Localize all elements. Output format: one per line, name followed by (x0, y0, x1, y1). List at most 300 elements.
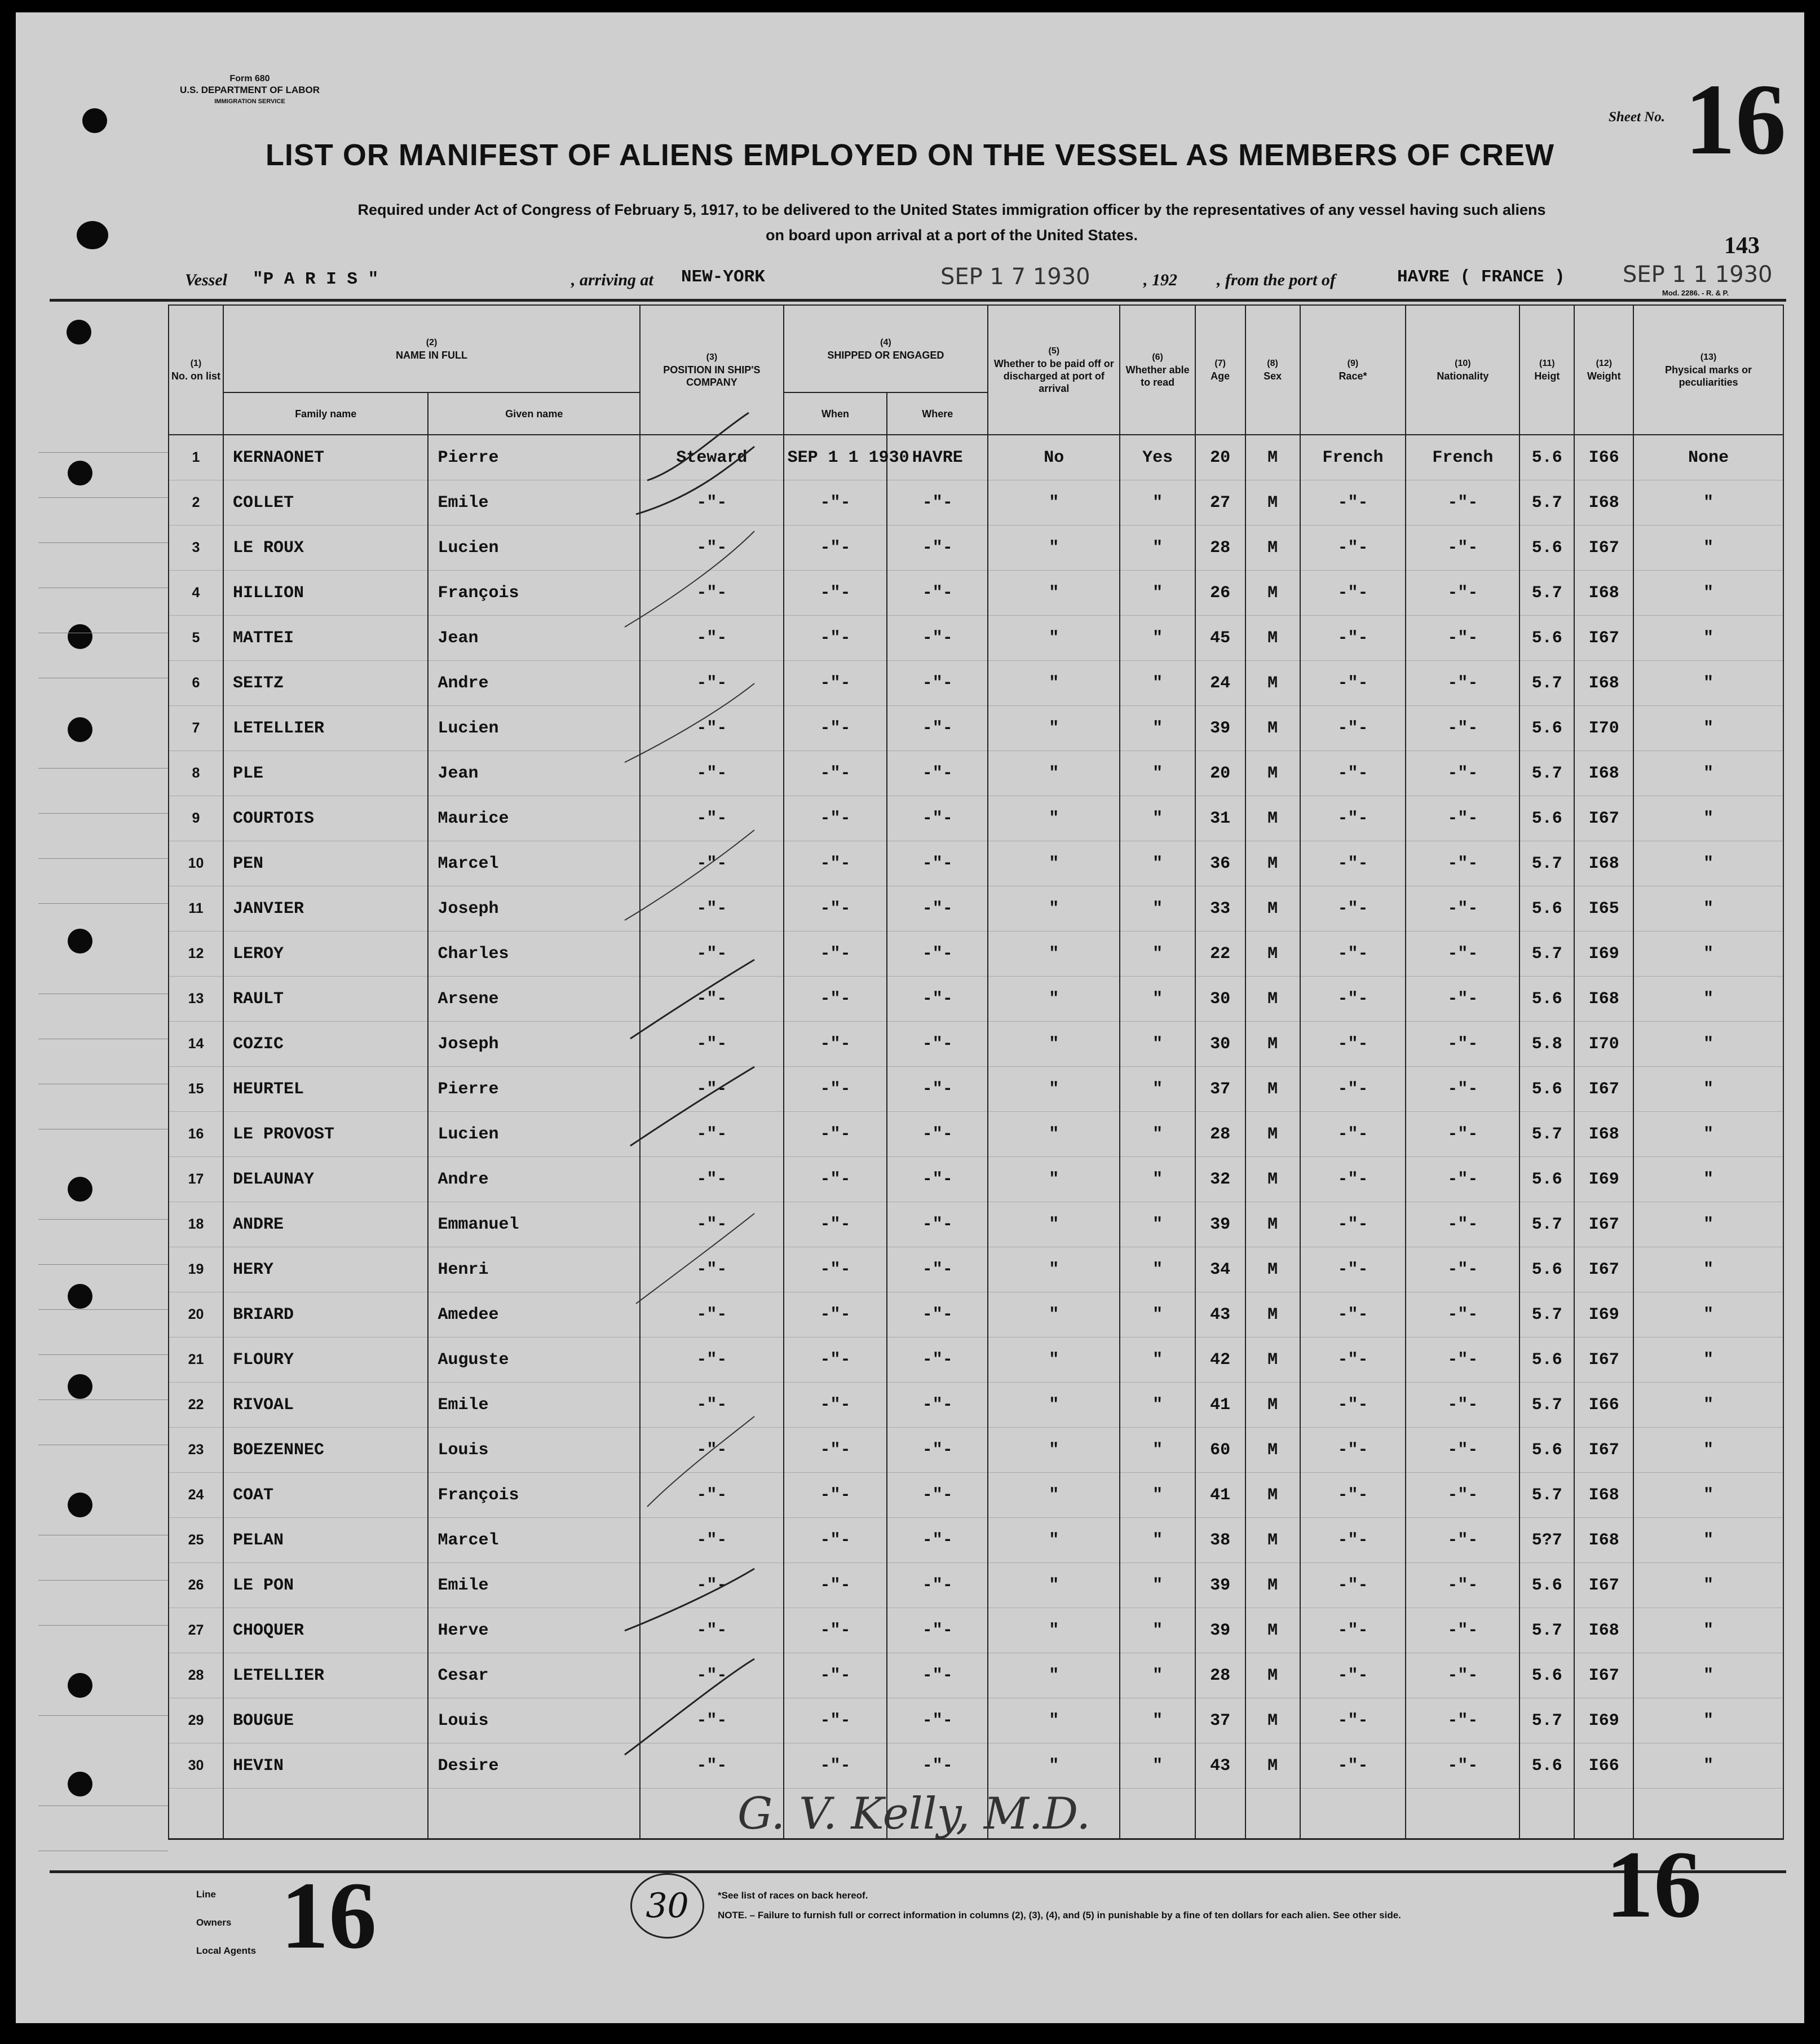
race-cell: -"- (1300, 571, 1406, 616)
height-cell: 5.7 (1519, 1608, 1574, 1653)
mod-note: Mod. 2286. - R. & P. (1662, 289, 1729, 297)
height-cell: 5.6 (1519, 1067, 1574, 1112)
sheet-number-footer-left: 16 (281, 1862, 377, 1968)
weight-cell: I67 (1574, 1653, 1633, 1698)
given-name-cell: Emmanuel (428, 1202, 640, 1247)
physical-marks-cell: " (1633, 1157, 1783, 1202)
position-cell: -"- (640, 1383, 783, 1428)
blank-cell (1245, 1789, 1300, 1839)
header-position: (3) POSITION IN SHIP'S COMPANY (640, 305, 783, 435)
header-family-name: Family name (223, 392, 429, 435)
position-cell: -"- (640, 1608, 783, 1653)
position-cell: -"- (640, 841, 783, 886)
family-name-cell: PELAN (223, 1518, 429, 1563)
penalty-note: NOTE. – Failure to furnish full or correct information in columns (2), (3), (4), and (5) in punishable by a fine of ten dollars for each alien. See other side. (718, 1910, 1401, 1921)
age-cell: 30 (1195, 1022, 1245, 1067)
shipped-when-cell: -"- (784, 1022, 887, 1067)
header-paid-off: (5) Whether to be paid off or discharged at port of arrival (988, 305, 1120, 435)
height-cell: 5.6 (1519, 435, 1574, 480)
race-cell: -"- (1300, 1473, 1406, 1518)
position-cell: -"- (640, 932, 783, 977)
physical-marks-cell: " (1633, 977, 1783, 1022)
header-age: (7) Age (1195, 305, 1245, 435)
able-to-read-cell: " (1120, 1247, 1195, 1292)
weight-cell: I67 (1574, 526, 1633, 571)
age-cell: 39 (1195, 1563, 1245, 1608)
nationality-cell: -"- (1406, 526, 1519, 571)
race-cell: -"- (1300, 706, 1406, 751)
age-cell: 37 (1195, 1698, 1245, 1743)
race-cell: -"- (1300, 1292, 1406, 1337)
weight-cell: I65 (1574, 886, 1633, 932)
age-cell: 36 (1195, 841, 1245, 886)
age-cell: 33 (1195, 886, 1245, 932)
able-to-read-cell: " (1120, 571, 1195, 616)
position-cell: -"- (640, 1337, 783, 1383)
paid-off-cell: " (988, 1518, 1120, 1563)
table-row (169, 616, 1783, 661)
paid-off-cell: " (988, 480, 1120, 526)
age-cell: 39 (1195, 1608, 1245, 1653)
weight-cell: I66 (1574, 1743, 1633, 1789)
sex-cell: M (1245, 977, 1300, 1022)
able-to-read-cell: " (1120, 1698, 1195, 1743)
position-cell: -"- (640, 1743, 783, 1789)
nationality-cell: -"- (1406, 1292, 1519, 1337)
paid-off-cell: " (988, 1473, 1120, 1518)
shipped-where-cell: -"- (887, 977, 988, 1022)
family-name-cell: BOEZENNEC (223, 1428, 429, 1473)
shipped-where-cell: -"- (887, 1157, 988, 1202)
punch-hole (68, 624, 92, 649)
nationality-cell: -"- (1406, 1112, 1519, 1157)
row-number-cell: 19 (169, 1247, 223, 1292)
nationality-cell: -"- (1406, 571, 1519, 616)
family-name-cell: BOUGUE (223, 1698, 429, 1743)
weight-cell: I67 (1574, 1202, 1633, 1247)
signature: G. V. Kelly, M.D. (737, 1789, 1091, 1839)
paid-off-cell: " (988, 661, 1120, 706)
race-cell: -"- (1300, 526, 1406, 571)
race-cell: -"- (1300, 796, 1406, 841)
position-cell: -"- (640, 1473, 783, 1518)
departure-date-stamp: SEP 1 1 1930 (1623, 262, 1773, 288)
shipped-when-cell: -"- (784, 661, 887, 706)
punch-hole (82, 108, 107, 133)
department: U.S. DEPARTMENT OF LABOR (179, 85, 320, 95)
row-number-cell: 11 (169, 886, 223, 932)
shipped-when-cell: -"- (784, 932, 887, 977)
crew-rows (169, 435, 1783, 1839)
row-number-cell: 17 (169, 1157, 223, 1202)
table-row (169, 1518, 1783, 1563)
paid-off-cell: " (988, 1608, 1120, 1653)
given-name-cell: Jean (428, 751, 640, 796)
given-name-cell: Emile (428, 1563, 640, 1608)
nationality-cell: -"- (1406, 1653, 1519, 1698)
family-name-cell: ANDRE (223, 1202, 429, 1247)
row-number-cell: 27 (169, 1608, 223, 1653)
family-name-cell: COZIC (223, 1022, 429, 1067)
race-cell: -"- (1300, 1383, 1406, 1428)
weight-cell: I70 (1574, 706, 1633, 751)
position-cell: -"- (640, 1112, 783, 1157)
sex-cell: M (1245, 1698, 1300, 1743)
table-row (169, 1473, 1783, 1518)
shipped-when-cell: -"- (784, 1518, 887, 1563)
table-row (169, 1428, 1783, 1473)
paid-off-cell: " (988, 886, 1120, 932)
table-row (169, 1608, 1783, 1653)
able-to-read-cell: " (1120, 1608, 1195, 1653)
position-cell: -"- (640, 977, 783, 1022)
given-name-cell: Joseph (428, 886, 640, 932)
weight-cell: I70 (1574, 1022, 1633, 1067)
header-when: When (784, 392, 887, 435)
able-to-read-cell: " (1120, 796, 1195, 841)
shipped-where-cell: -"- (887, 1518, 988, 1563)
height-cell: 5.7 (1519, 932, 1574, 977)
able-to-read-cell: " (1120, 1292, 1195, 1337)
row-number-cell: 13 (169, 977, 223, 1022)
family-name-cell: LETELLIER (223, 706, 429, 751)
given-name-cell: Amedee (428, 1292, 640, 1337)
shipped-where-cell: -"- (887, 1112, 988, 1157)
sex-cell: M (1245, 1337, 1300, 1383)
physical-marks-cell: " (1633, 571, 1783, 616)
physical-marks-cell: " (1633, 932, 1783, 977)
sex-cell: M (1245, 1022, 1300, 1067)
shipped-when-cell: -"- (784, 796, 887, 841)
punch-hole (68, 1673, 92, 1698)
paid-off-cell: " (988, 841, 1120, 886)
table-row (169, 706, 1783, 751)
paid-off-cell: " (988, 1383, 1120, 1428)
given-name-cell: Joseph (428, 1022, 640, 1067)
nationality-cell: -"- (1406, 1428, 1519, 1473)
punch-hole (67, 320, 91, 345)
able-to-read-cell: " (1120, 526, 1195, 571)
race-cell: -"- (1300, 1743, 1406, 1789)
height-cell: 5.7 (1519, 1202, 1574, 1247)
height-cell: 5.7 (1519, 1473, 1574, 1518)
shipped-where-cell: -"- (887, 480, 988, 526)
shipped-when-cell: -"- (784, 526, 887, 571)
race-cell: -"- (1300, 1022, 1406, 1067)
table-row (169, 1698, 1783, 1743)
family-name-cell: HILLION (223, 571, 429, 616)
position-cell: -"- (640, 1428, 783, 1473)
shipped-where-cell: -"- (887, 1337, 988, 1383)
sex-cell: M (1245, 1428, 1300, 1473)
row-number-cell: 3 (169, 526, 223, 571)
page-title: LIST OR MANIFEST OF ALIENS EMPLOYED ON THE VESSEL AS MEMBERS OF CREW (265, 138, 1555, 172)
race-cell: French (1300, 435, 1406, 480)
physical-marks-cell: " (1633, 1112, 1783, 1157)
subtitle-line-2: on board upon arrival at a port of the United States. (765, 227, 1138, 244)
family-name-cell: LE PON (223, 1563, 429, 1608)
position-cell: -"- (640, 886, 783, 932)
family-name-cell: PLE (223, 751, 429, 796)
position-cell: -"- (640, 1067, 783, 1112)
age-cell: 28 (1195, 1653, 1245, 1698)
able-to-read-cell: " (1120, 1202, 1195, 1247)
height-cell: 5.6 (1519, 1563, 1574, 1608)
manifest-page (16, 12, 1804, 2023)
sex-cell: M (1245, 435, 1300, 480)
race-cell: -"- (1300, 751, 1406, 796)
physical-marks-cell: " (1633, 1698, 1783, 1743)
family-name-cell: SEITZ (223, 661, 429, 706)
shipped-when-cell: -"- (784, 1698, 887, 1743)
physical-marks-cell: " (1633, 1653, 1783, 1698)
able-to-read-cell: " (1120, 751, 1195, 796)
table-row (169, 435, 1783, 480)
shipped-when-cell: -"- (784, 886, 887, 932)
family-name-cell: CHOQUER (223, 1608, 429, 1653)
able-to-read-cell: " (1120, 1563, 1195, 1608)
shipped-when-cell: -"- (784, 480, 887, 526)
height-cell: 5.7 (1519, 1698, 1574, 1743)
shipped-where-cell: -"- (887, 526, 988, 571)
paid-off-cell: " (988, 1653, 1120, 1698)
height-cell: 5.7 (1519, 1383, 1574, 1428)
nationality-cell: -"- (1406, 706, 1519, 751)
row-number-cell: 15 (169, 1067, 223, 1112)
arrival-date-stamp: SEP 1 7 1930 (940, 264, 1090, 290)
nationality-cell: -"- (1406, 977, 1519, 1022)
punch-hole (68, 717, 92, 742)
shipped-where-cell: -"- (887, 1563, 988, 1608)
shipped-when-cell: -"- (784, 1653, 887, 1698)
paid-off-cell: " (988, 751, 1120, 796)
given-name-cell: Marcel (428, 1518, 640, 1563)
position-cell: -"- (640, 1247, 783, 1292)
punch-hole (68, 461, 92, 485)
shipped-where-cell: -"- (887, 616, 988, 661)
table-row (169, 796, 1783, 841)
able-to-read-cell: " (1120, 1473, 1195, 1518)
age-cell: 30 (1195, 977, 1245, 1022)
position-cell: -"- (640, 1518, 783, 1563)
race-cell: -"- (1300, 1428, 1406, 1473)
line-label: Line (196, 1889, 216, 1900)
paid-off-cell: " (988, 1157, 1120, 1202)
sex-cell: M (1245, 1653, 1300, 1698)
able-to-read-cell: Yes (1120, 435, 1195, 480)
check-marks (613, 401, 771, 1822)
race-cell: -"- (1300, 616, 1406, 661)
table-row (169, 886, 1783, 932)
shipped-when-cell: -"- (784, 1157, 887, 1202)
paid-off-cell: " (988, 1067, 1120, 1112)
nationality-cell: -"- (1406, 661, 1519, 706)
nationality-cell: -"- (1406, 1563, 1519, 1608)
able-to-read-cell: " (1120, 1743, 1195, 1789)
table-row (169, 1067, 1783, 1112)
physical-marks-cell: " (1633, 751, 1783, 796)
physical-marks-cell: " (1633, 1563, 1783, 1608)
table-row (169, 480, 1783, 526)
shipped-when-cell: -"- (784, 1337, 887, 1383)
nationality-cell: -"- (1406, 1247, 1519, 1292)
table-row (169, 932, 1783, 977)
shipped-where-cell: -"- (887, 841, 988, 886)
weight-cell: I69 (1574, 1292, 1633, 1337)
nationality-cell: -"- (1406, 796, 1519, 841)
height-cell: 5.6 (1519, 796, 1574, 841)
paid-off-cell: " (988, 1563, 1120, 1608)
able-to-read-cell: " (1120, 1337, 1195, 1383)
physical-marks-cell: " (1633, 661, 1783, 706)
weight-cell: I67 (1574, 796, 1633, 841)
sex-cell: M (1245, 1202, 1300, 1247)
blank-cell (1300, 1789, 1406, 1839)
nationality-cell: -"- (1406, 841, 1519, 886)
shipped-where-cell: -"- (887, 1473, 988, 1518)
given-name-cell: Auguste (428, 1337, 640, 1383)
shipped-when-cell: -"- (784, 1247, 887, 1292)
height-cell: 5.6 (1519, 886, 1574, 932)
family-name-cell: RAULT (223, 977, 429, 1022)
nationality-cell: -"- (1406, 616, 1519, 661)
race-cell: -"- (1300, 661, 1406, 706)
age-cell: 20 (1195, 435, 1245, 480)
shipped-when-cell: -"- (784, 751, 887, 796)
position-cell: -"- (640, 1202, 783, 1247)
weight-cell: I68 (1574, 571, 1633, 616)
blank-cell (1519, 1789, 1574, 1839)
physical-marks-cell: " (1633, 1518, 1783, 1563)
form-header (137, 73, 363, 107)
punch-hole (68, 1772, 92, 1796)
table-row (169, 977, 1783, 1022)
sex-cell: M (1245, 661, 1300, 706)
position-cell: -"- (640, 1157, 783, 1202)
row-number-cell: 30 (169, 1743, 223, 1789)
paid-off-cell: " (988, 1428, 1120, 1473)
row-number-cell: 12 (169, 932, 223, 977)
age-cell: 34 (1195, 1247, 1245, 1292)
family-name-cell: DELAUNAY (223, 1157, 429, 1202)
sex-cell: M (1245, 932, 1300, 977)
shipped-when-cell: -"- (784, 1743, 887, 1789)
sex-cell: M (1245, 751, 1300, 796)
age-cell: 45 (1195, 616, 1245, 661)
paid-off-cell: " (988, 571, 1120, 616)
age-cell: 41 (1195, 1473, 1245, 1518)
height-cell: 5.7 (1519, 571, 1574, 616)
shipped-when-cell: -"- (784, 1563, 887, 1608)
height-cell: 5.7 (1519, 661, 1574, 706)
paid-off-cell: " (988, 932, 1120, 977)
table-row (169, 526, 1783, 571)
height-cell: 5.7 (1519, 751, 1574, 796)
sex-cell: M (1245, 1563, 1300, 1608)
table-row (169, 1292, 1783, 1337)
race-cell: -"- (1300, 1112, 1406, 1157)
position-cell: Steward (640, 435, 783, 480)
punch-hole (68, 929, 92, 953)
able-to-read-cell: " (1120, 1428, 1195, 1473)
blank-cell (1406, 1789, 1519, 1839)
nationality-cell: -"- (1406, 886, 1519, 932)
nationality-cell: -"- (1406, 1698, 1519, 1743)
row-number-cell: 6 (169, 661, 223, 706)
nationality-cell: -"- (1406, 1608, 1519, 1653)
shipped-where-cell: HAVRE (887, 435, 988, 480)
family-name-cell: RIVOAL (223, 1383, 429, 1428)
age-cell: 38 (1195, 1518, 1245, 1563)
age-cell: 26 (1195, 571, 1245, 616)
race-cell: -"- (1300, 1067, 1406, 1112)
family-name-cell: LEROY (223, 932, 429, 977)
family-name-cell: COLLET (223, 480, 429, 526)
position-cell: -"- (640, 1022, 783, 1067)
sex-cell: M (1245, 886, 1300, 932)
sex-cell: M (1245, 1292, 1300, 1337)
nationality-cell: -"- (1406, 1337, 1519, 1383)
race-cell: -"- (1300, 1698, 1406, 1743)
position-cell: -"- (640, 571, 783, 616)
sheet-label: Sheet No. (1609, 109, 1665, 125)
sex-cell: M (1245, 1473, 1300, 1518)
able-to-read-cell: " (1120, 616, 1195, 661)
nationality-cell: -"- (1406, 1157, 1519, 1202)
given-name-cell: Lucien (428, 706, 640, 751)
shipped-where-cell: -"- (887, 751, 988, 796)
shipped-where-cell: -"- (887, 796, 988, 841)
race-cell: -"- (1300, 1563, 1406, 1608)
sex-cell: M (1245, 1518, 1300, 1563)
shipped-where-cell: -"- (887, 1698, 988, 1743)
from-port-label: , from the port of (1217, 271, 1336, 289)
age-cell: 28 (1195, 1112, 1245, 1157)
shipped-when-cell: -"- (784, 1112, 887, 1157)
table-row (169, 1743, 1783, 1789)
sex-cell: M (1245, 1608, 1300, 1653)
race-cell: -"- (1300, 977, 1406, 1022)
shipped-where-cell: -"- (887, 1247, 988, 1292)
table-row (169, 1653, 1783, 1698)
row-number-cell: 25 (169, 1518, 223, 1563)
arriving-label: , arriving at (571, 271, 653, 289)
paid-off-cell: " (988, 1112, 1120, 1157)
physical-marks-cell: " (1633, 1022, 1783, 1067)
shipped-when-cell: -"- (784, 977, 887, 1022)
nationality-cell: -"- (1406, 1067, 1519, 1112)
subtitle-line-1: Required under Act of Congress of February 5, 1917, to be delivered to the United States immigration officer by the representatives of any vessel having such aliens (357, 201, 1546, 218)
sheet-number-footer-right: 16 (1606, 1831, 1702, 1937)
age-cell: 32 (1195, 1157, 1245, 1202)
able-to-read-cell: " (1120, 886, 1195, 932)
paid-off-cell: " (988, 1202, 1120, 1247)
shipped-where-cell: -"- (887, 1743, 988, 1789)
given-name-cell: Charles (428, 932, 640, 977)
header-height: (11) Heigt (1519, 305, 1574, 435)
vessel-name: "P A R I S " (253, 270, 379, 289)
given-name-cell: Andre (428, 661, 640, 706)
shipped-where-cell: -"- (887, 1653, 988, 1698)
weight-cell: I68 (1574, 841, 1633, 886)
row-number-cell: 1 (169, 435, 223, 480)
service: IMMIGRATION SERVICE (214, 98, 285, 105)
height-cell: 5.6 (1519, 616, 1574, 661)
sex-cell: M (1245, 796, 1300, 841)
row-number-cell: 29 (169, 1698, 223, 1743)
given-name-cell: Andre (428, 1157, 640, 1202)
height-cell: 5.6 (1519, 1653, 1574, 1698)
